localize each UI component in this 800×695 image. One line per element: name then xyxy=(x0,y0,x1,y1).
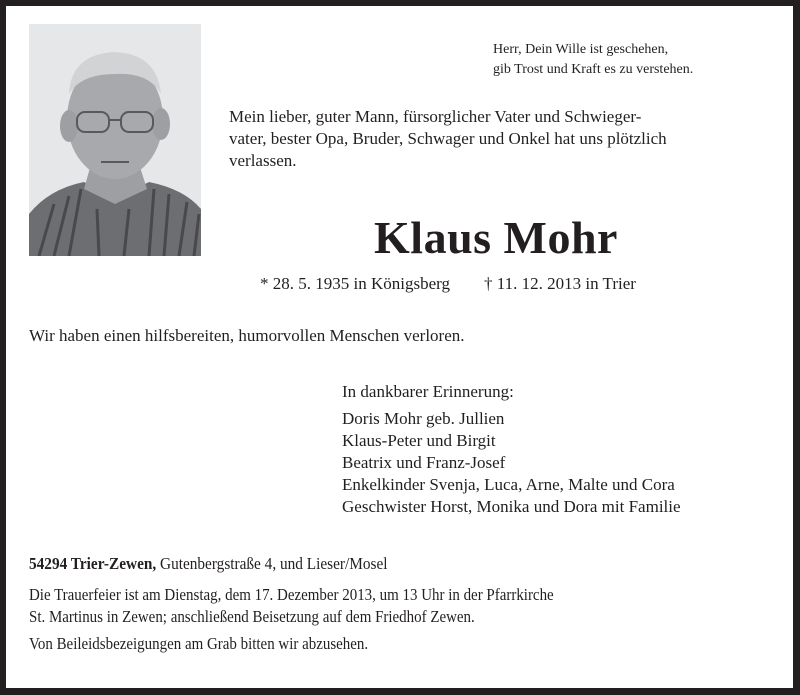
life-dates xyxy=(260,274,636,294)
psalm-verse xyxy=(493,40,693,80)
funeral-notice xyxy=(29,584,768,628)
mourner: Beatrix und Franz-Josef xyxy=(342,453,506,472)
psalm-line: gib Trost und Kraft es zu verstehen. xyxy=(493,62,694,77)
funeral-line: Die Trauerfeier ist am Dienstag, dem 17. Dezember 2013, um 13 Uhr in der Pfarrkirche xyxy=(29,585,554,604)
mourner: Doris Mohr geb. Jullien xyxy=(342,409,505,428)
mourner: Geschwister Horst, Monika und Dora mit Familie xyxy=(342,497,681,516)
mourners-block xyxy=(342,381,681,518)
death-date: † 11. 12. 2013 in Trier xyxy=(484,274,636,293)
memory-heading: In dankbarer Erinnerung: xyxy=(342,382,514,401)
deceased-name: Klaus Mohr xyxy=(374,212,618,263)
family-address xyxy=(29,554,387,574)
intro-line: vater, bester Opa, Bruder, Schwager und Onkel hat uns plötzlich xyxy=(229,129,667,148)
condolence-note: Von Beileidsbezeigungen am Grab bitten wir abzusehen. xyxy=(29,634,369,653)
intro-line: verlassen. xyxy=(229,151,297,170)
birth-date: * 28. 5. 1935 in Königsberg xyxy=(260,274,450,293)
intro-line: Mein lieber, guter Mann, fürsorglicher Vater und Schwieger- xyxy=(229,107,642,126)
mourner: Klaus-Peter und Birgit xyxy=(342,431,496,450)
mourner: Enkelkinder Svenja, Luca, Arne, Malte und Cora xyxy=(342,475,675,494)
intro-paragraph xyxy=(229,106,771,172)
psalm-line: Herr, Dein Wille ist geschehen, xyxy=(493,42,669,57)
tribute-text: Wir haben einen hilfsbereiten, humorvollen Menschen verloren. xyxy=(29,326,465,345)
address-city: 54294 Trier-Zewen, xyxy=(29,554,157,573)
obituary-card xyxy=(6,6,793,688)
funeral-line: St. Martinus in Zewen; anschließend Beisetzung auf dem Friedhof Zewen. xyxy=(29,607,475,626)
portrait-image-icon xyxy=(29,24,201,256)
portrait-photo xyxy=(29,24,201,256)
address-street: Gutenbergstraße 4, und Lieser/Mosel xyxy=(156,554,388,573)
